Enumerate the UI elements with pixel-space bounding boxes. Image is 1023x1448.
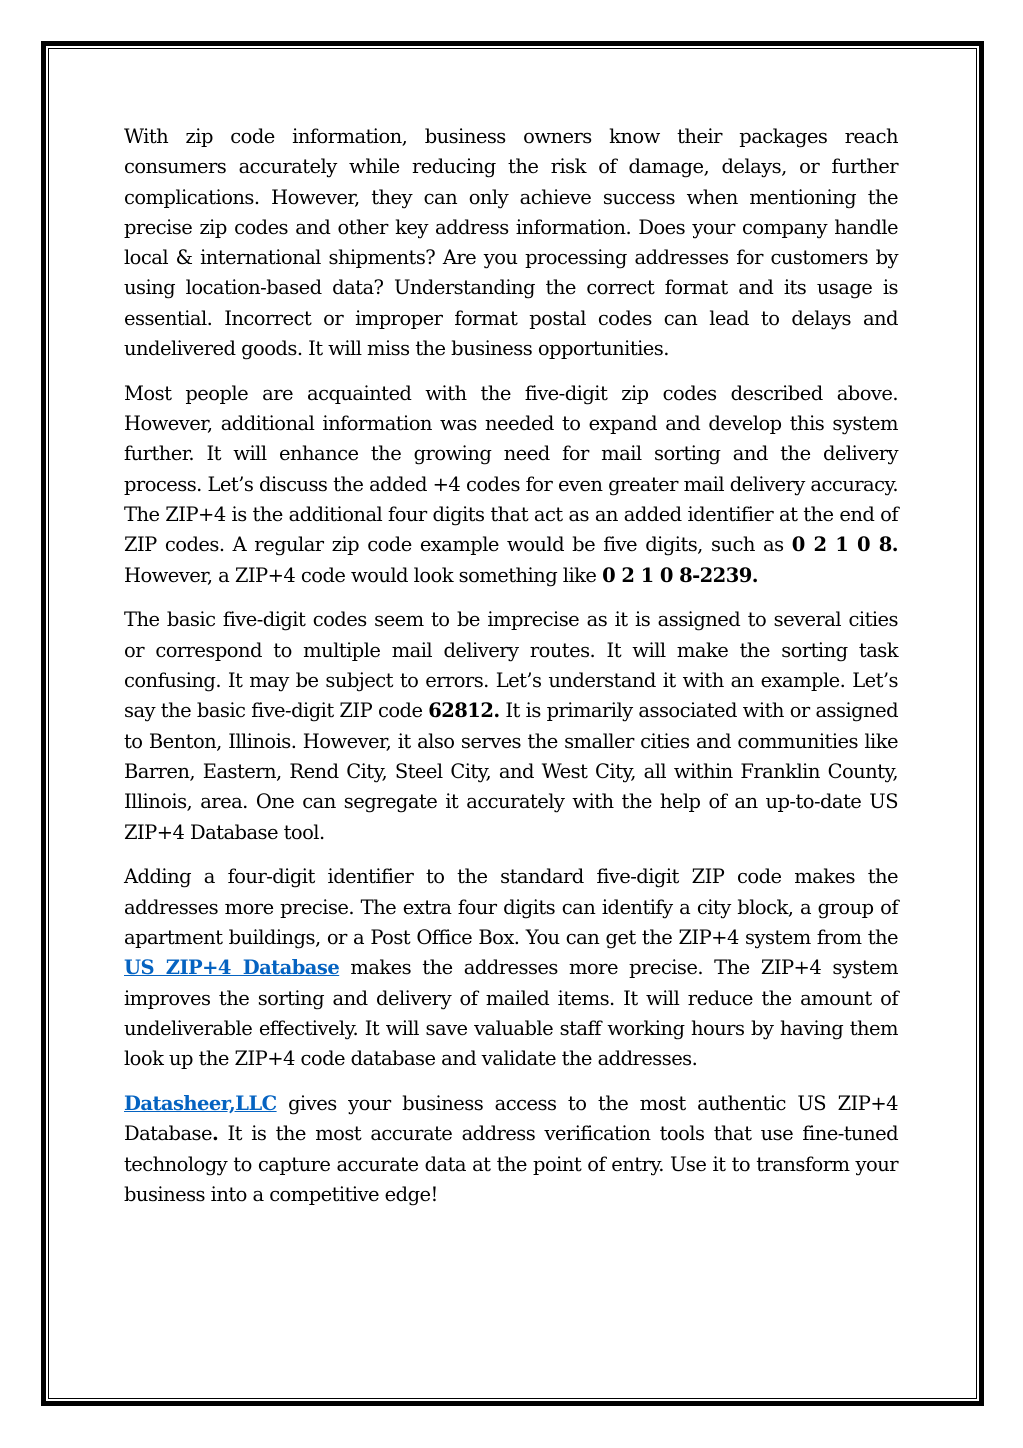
paragraph-5-text-2: It is the most accurate address verification tools that use fine-tuned technology to capture accurate data at the point of entry. Use it to transform your business into a competitive edge! [124,1122,898,1206]
paragraph-2-text-2: However, a ZIP+4 code would look something like [124,563,603,587]
paragraph-3 [124,605,898,847]
paragraph-5 [124,1089,898,1210]
paragraph-4-text-1: Adding a four-digit identifier to the standard five-digit ZIP code makes the addresses more precise. The extra four digits can identify a city block, a group of apartment buildings, or a Post Office Box. You can get the ZIP+4 system from the [124,865,898,949]
paragraph-5-text-1: gives your business access to the most authentic US ZIP+4 Database [124,1091,898,1146]
paragraph-2 [124,379,898,591]
document-body [124,122,898,1225]
paragraph-4-text-2: makes the addresses more precise. The ZIP+4 system improves the sorting and delivery of mailed items. It will reduce the amount of undeliverable effectively. It will save valuable staff working hours by having them look up the ZIP+4 code database and validate the addresses. [124,956,898,1071]
paragraph-3-text-1: The basic five-digit codes seem to be imprecise as it is assigned to several cities or correspond to multiple mail delivery routes. It will make the sorting task confusing. It may be subject to errors. Let’s understand it with an example. Let’s say the basic five-digit ZIP code [124,608,898,723]
paragraph-3-text-2: It is primarily associated with or assigned to Benton, Illinois. However, it also serves the smaller cities and communities like Barren, Eastern, Rend City, Steel City, and West City, all within Franklin County, Illinois, area. One can segregate it accurately with the help of an up-to-date US ZIP+4 Database tool. [124,699,899,844]
paragraph-1 [124,122,898,364]
paragraph-4 [124,862,898,1074]
zip-example-five-digit: 0 2 1 0 8. [791,533,898,557]
zip-example-benton: 62812. [428,699,500,723]
us-zip4-database-link[interactable]: US ZIP+4 Database [124,956,340,980]
paragraph-2-text-1: Most people are acquainted with the five-digit zip codes described above. However, additional information was needed to expand and develop this system further. It will enhance the growing need for mail sorting and the delivery process. Let’s discuss the added +4 codes for even greater mail delivery accuracy. The ZIP+4 is the additional four digits that act as an added identifier at the end of ZIP codes. A regular zip code example would be five digits, such as [124,381,898,557]
paragraph-1-text: With zip code information, business owners know their packages reach consumers accurately while reducing the risk of damage, delays, or further complications. However, they can only achieve success when mentioning the precise zip codes and other key address information. Does your company handle local & international shipments? Are you processing addresses for customers by using location-based data? Understanding the correct format and its usage is essential. Incorrect or improper format postal codes can lead to delays and undelivered goods. It will miss the business opportunities. [124,125,898,361]
paragraph-5-bold-period: . [211,1122,219,1146]
datasheer-link[interactable]: Datasheer,LLC [124,1091,277,1115]
zip-example-plus-four: 0 2 1 0 8-2239. [602,563,758,587]
